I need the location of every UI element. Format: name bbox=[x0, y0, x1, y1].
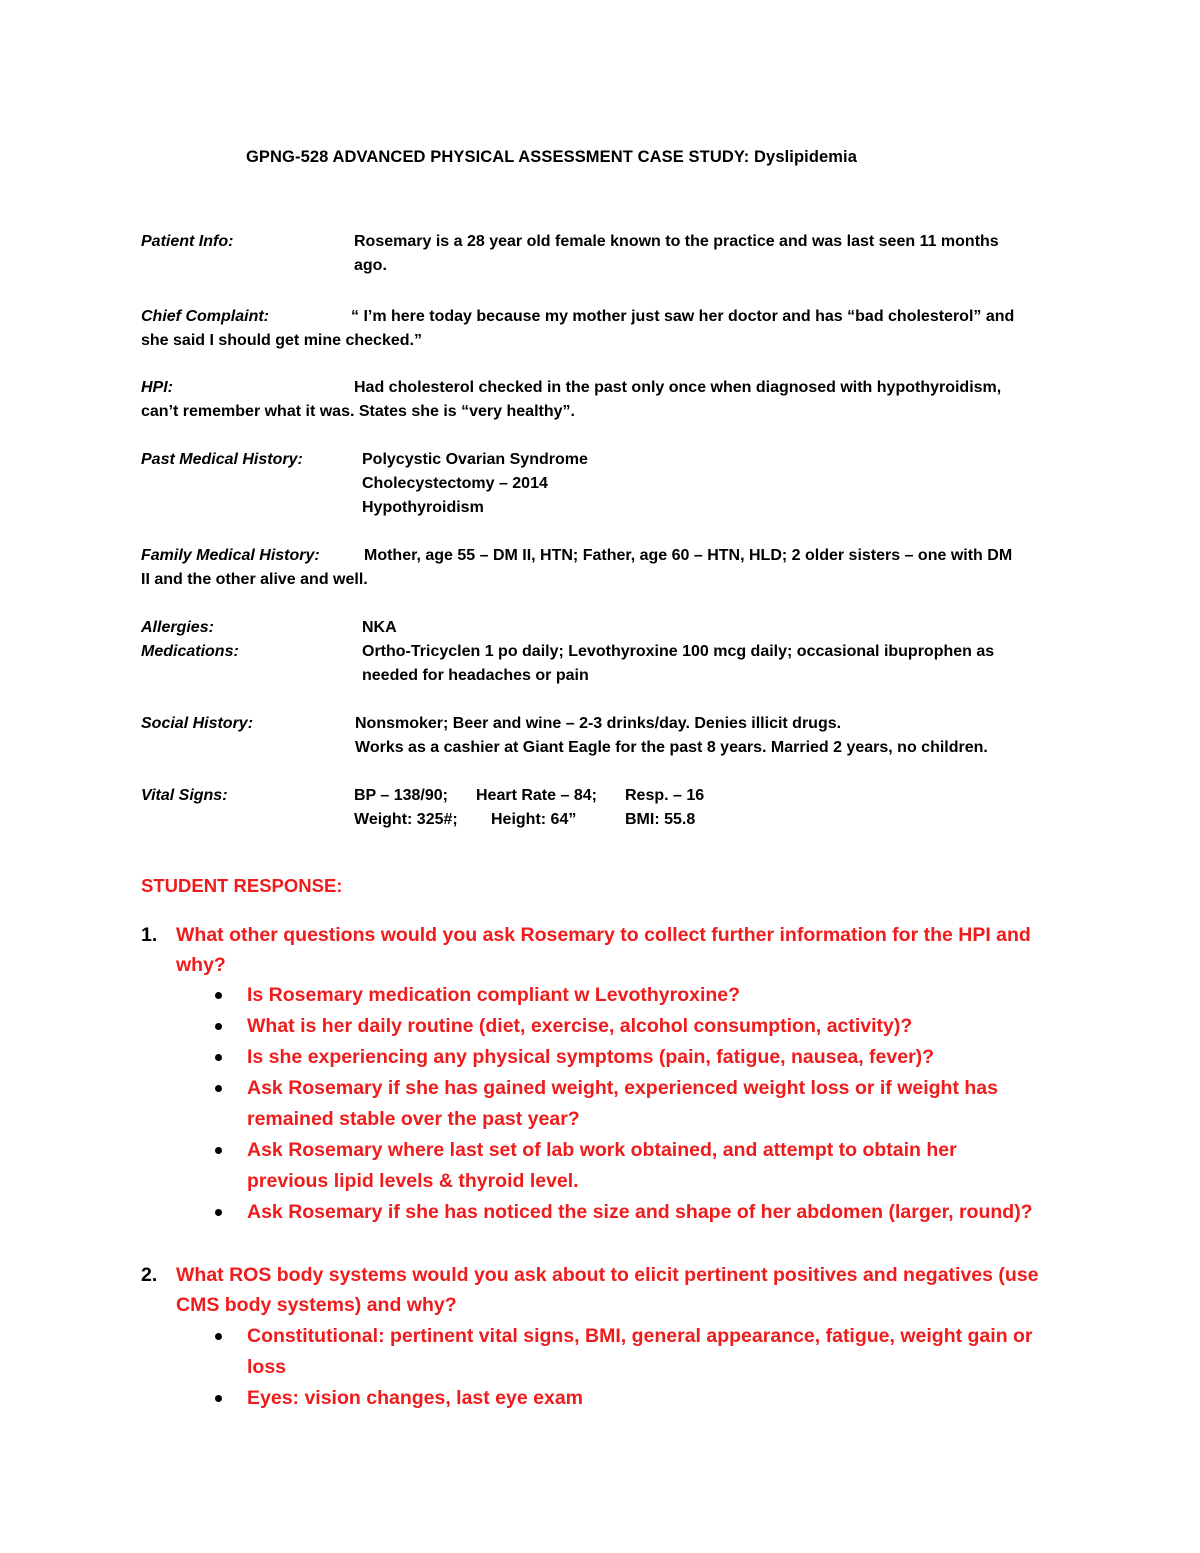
patient-info-label: Patient Info: bbox=[141, 233, 234, 250]
allergies-value: NKA bbox=[362, 619, 397, 636]
question-2-text: What ROS body systems would you ask about to elicit pertinent positives and negatives (use CMS body systems) and why? bbox=[176, 1264, 1039, 1316]
vital-signs-label: Vital Signs: bbox=[141, 787, 228, 804]
question-2-number: 2. bbox=[141, 1264, 158, 1286]
chief-complaint-line-1: “ I’m here today because my mother just saw her doctor and has “bad cholesterol” and bbox=[351, 308, 1015, 325]
q2-bullet: Eyes: vision changes, last eye exam bbox=[247, 1387, 584, 1409]
bullet-dot bbox=[215, 1395, 222, 1402]
hpi-label: HPI: bbox=[141, 379, 173, 396]
vital-bp: BP – 138/90; bbox=[354, 787, 448, 804]
family-medical-history-label: Family Medical History: bbox=[141, 547, 320, 564]
vital-height: Height: 64” bbox=[491, 811, 577, 828]
student-response-heading: STUDENT RESPONSE: bbox=[141, 875, 343, 896]
q1-bullet: Is Rosemary medication compliant w Levothyroxine? bbox=[247, 984, 741, 1006]
bullet-dot bbox=[215, 1333, 222, 1340]
bullet-dot bbox=[215, 1209, 222, 1216]
family-history-line-1: Mother, age 55 – DM II, HTN; Father, age 60 – HTN, HLD; 2 older sisters – one with DM bbox=[364, 547, 1013, 564]
q1-bullet: Is she experiencing any physical symptoms (pain, fatigue, nausea, fever)? bbox=[247, 1046, 935, 1068]
chief-complaint-label: Chief Complaint: bbox=[141, 308, 269, 325]
medications-line-2: needed for headaches or pain bbox=[362, 667, 589, 684]
social-history-line-1: Nonsmoker; Beer and wine – 2-3 drinks/day. Denies illicit drugs. bbox=[355, 715, 842, 732]
q1-bullet: Ask Rosemary if she has noticed the size and shape of her abdomen (larger, round)? bbox=[247, 1201, 1033, 1223]
q2-bullet: Constitutional: pertinent vital signs, BMI, general appearance, fatigue, weight gain or loss bbox=[247, 1325, 1033, 1378]
bullet-dot bbox=[215, 992, 222, 999]
question-1-number: 1. bbox=[141, 924, 158, 946]
bullet-dot bbox=[215, 1023, 222, 1030]
patient-info-line-2: ago. bbox=[354, 257, 387, 274]
q1-bullet: Ask Rosemary if she has gained weight, experienced weight loss or if weight has remained stable over the past year? bbox=[247, 1077, 998, 1130]
hpi-line-1: Had cholesterol checked in the past only once when diagnosed with hypothyroidism, bbox=[354, 379, 1002, 396]
family-history-line-2: II and the other alive and well. bbox=[141, 571, 368, 588]
question-1-text: What other questions would you ask Rosemary to collect further information for the HPI and why? bbox=[176, 924, 1031, 976]
pmh-item: Hypothyroidism bbox=[362, 499, 484, 516]
vital-bmi: BMI: 55.8 bbox=[625, 811, 696, 828]
allergies-label: Allergies: bbox=[141, 619, 214, 636]
vital-resp: Resp. – 16 bbox=[625, 787, 705, 804]
document-title: GPNG-528 ADVANCED PHYSICAL ASSESSMENT CASE STUDY: Dyslipidemia bbox=[246, 148, 858, 166]
vital-weight: Weight: 325#; bbox=[354, 811, 458, 828]
chief-complaint-line-2: she said I should get mine checked.” bbox=[141, 332, 422, 349]
patient-info-line-1: Rosemary is a 28 year old female known to the practice and was last seen 11 months bbox=[354, 233, 999, 250]
past-medical-history-label: Past Medical History: bbox=[141, 451, 303, 468]
bullet-dot bbox=[215, 1054, 222, 1061]
pmh-item: Polycystic Ovarian Syndrome bbox=[362, 451, 588, 468]
social-history-line-2: Works as a cashier at Giant Eagle for the past 8 years. Married 2 years, no children. bbox=[355, 739, 988, 756]
bullet-dot bbox=[215, 1147, 222, 1154]
hpi-line-2: can’t remember what it was. States she is “very healthy”. bbox=[141, 403, 575, 420]
vital-heart-rate: Heart Rate – 84; bbox=[476, 787, 597, 804]
pmh-item: Cholecystectomy – 2014 bbox=[362, 475, 548, 492]
q1-bullet: What is her daily routine (diet, exercise, alcohol consumption, activity)? bbox=[247, 1015, 913, 1037]
bullet-dot bbox=[215, 1085, 222, 1092]
social-history-label: Social History: bbox=[141, 715, 254, 732]
q1-bullet: Ask Rosemary where last set of lab work obtained, and attempt to obtain her previous lipid levels & thyroid level. bbox=[247, 1139, 957, 1192]
medications-label: Medications: bbox=[141, 643, 239, 660]
medications-line-1: Ortho-Tricyclen 1 po daily; Levothyroxine 100 mcg daily; occasional ibuprophen as bbox=[362, 643, 995, 660]
